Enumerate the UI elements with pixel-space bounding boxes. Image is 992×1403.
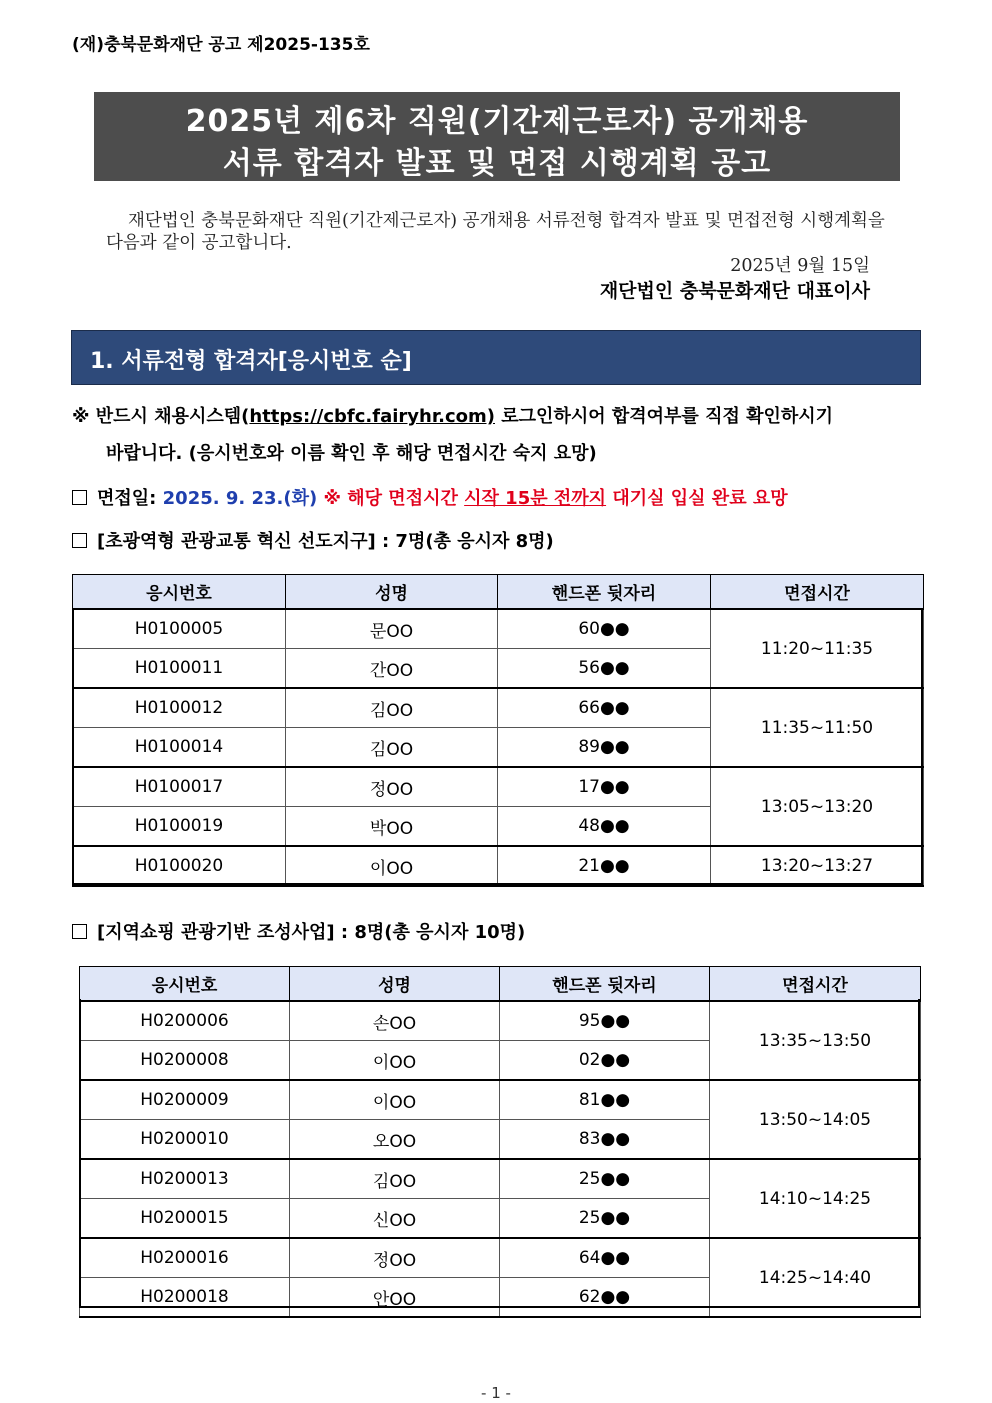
applicant-id: H0100014 [73, 728, 286, 768]
group2-title-text: [지역쇼핑 관광기반 조성사업] : 8명(총 응시자 10명) [97, 922, 526, 943]
interview-time: 11:20~11:35 [711, 609, 924, 688]
section-heading-text: 1. 서류전형 합격자[응시번호 순] [90, 349, 412, 374]
applicant-phone: 48●● [498, 807, 711, 847]
notice-number: (재)충북문화재단 공고 제2025-135호 [72, 35, 370, 55]
applicant-phone: 25●● [500, 1159, 710, 1199]
applicant-id: H0200008 [80, 1041, 290, 1081]
group1-table [72, 574, 924, 887]
applicant-name: 이OO [286, 846, 498, 886]
applicant-name: 정OO [286, 767, 498, 807]
notice-post: 로그인하시어 합격여부를 직접 확인하시기 [501, 406, 834, 427]
interview-time: 14:25~14:40 [710, 1238, 921, 1317]
applicant-phone: 64●● [500, 1238, 710, 1278]
checkbox-square-icon [72, 533, 87, 548]
applicant-name: 이OO [290, 1080, 500, 1120]
col-header-name: 성명 [290, 967, 500, 1002]
interview-time: 13:20~13:27 [711, 846, 924, 886]
applicant-id: H0100005 [73, 609, 286, 649]
intro-paragraph: 재단법인 충북문화재단 직원(기간제근로자) 공개채용 서류전형 합격자 발표 및 면접전형 시행계획을 다음과 같이 공고합니다. [106, 211, 885, 253]
table-header-row [80, 967, 921, 1002]
table-row [80, 1159, 921, 1199]
applicant-id: H0200015 [80, 1199, 290, 1239]
title-banner [94, 92, 900, 181]
applicant-phone: 17●● [498, 767, 711, 807]
applicant-id: H0200010 [80, 1120, 290, 1160]
group1-title [72, 527, 554, 553]
applicant-name: 손OO [290, 1001, 500, 1041]
table-row [73, 846, 924, 886]
notice-line-2: 바랍니다. (응시번호와 이름 확인 후 해당 면접시간 숙지 요망) [106, 443, 597, 464]
table-header-row [73, 575, 924, 610]
applicant-phone: 95●● [500, 1001, 710, 1041]
applicant-phone: 25●● [500, 1199, 710, 1239]
applicant-name: 박OO [286, 807, 498, 847]
title-line-1: 2025년 제6차 직원(기간제근로자) 공개채용 [185, 104, 809, 139]
interview-time: 13:35~13:50 [710, 1001, 921, 1080]
applicant-phone: 56●● [498, 649, 711, 689]
interview-label: 면접일: [97, 488, 157, 509]
applicant-name: 신OO [290, 1199, 500, 1239]
table-row [73, 688, 924, 728]
interview-time: 13:05~13:20 [711, 767, 924, 846]
col-header-id: 응시번호 [80, 967, 290, 1002]
table-row [80, 1001, 921, 1041]
applicant-id: H0200009 [80, 1080, 290, 1120]
section-heading [71, 330, 921, 385]
applicant-id: H0100011 [73, 649, 286, 689]
applicant-name: 이OO [290, 1041, 500, 1081]
col-header-time: 면접시간 [710, 967, 921, 1002]
applicant-name: 문OO [286, 609, 498, 649]
interview-time: 13:50~14:05 [710, 1080, 921, 1159]
applicant-id: H0200016 [80, 1238, 290, 1278]
group2-title [72, 918, 525, 944]
applicant-phone: 62●● [500, 1278, 710, 1318]
col-header-name: 성명 [286, 575, 498, 610]
signer: 재단법인 충북문화재단 대표이사 [599, 280, 870, 302]
applicant-name: 안OO [290, 1278, 500, 1318]
applicant-name: 김OO [286, 688, 498, 728]
interview-note-underlined: 시작 15분 전까지 [464, 488, 607, 509]
applicant-id: H0100017 [73, 767, 286, 807]
applicant-phone: 02●● [500, 1041, 710, 1081]
interview-date: 2025. 9. 23.(화) [162, 488, 318, 509]
table-row [73, 767, 924, 807]
col-header-phone: 핸드폰 뒷자리 [500, 967, 710, 1002]
interview-note-post: 대기실 입실 완료 요망 [606, 488, 788, 509]
table-row [80, 1238, 921, 1278]
title-line-2: 서류 합격자 발표 및 면접 시행계획 공고 [222, 146, 772, 181]
applicant-phone: 60●● [498, 609, 711, 649]
checkbox-square-icon [72, 490, 87, 505]
table-row [80, 1080, 921, 1120]
notice-pre: 반드시 채용시스템( [95, 406, 250, 427]
applicant-id: H0100019 [73, 807, 286, 847]
page-number: - 1 - [481, 1384, 511, 1402]
applicant-id: H0200013 [80, 1159, 290, 1199]
applicant-phone: 89●● [498, 728, 711, 768]
table-row [73, 609, 924, 649]
applicant-id: H0100012 [73, 688, 286, 728]
interview-note [324, 488, 788, 509]
notice-line-1 [72, 402, 833, 428]
applicant-phone: 66●● [498, 688, 711, 728]
applicant-name: 간OO [286, 649, 498, 689]
applicant-name: 김OO [290, 1159, 500, 1199]
interview-time: 14:10~14:25 [710, 1159, 921, 1238]
applicant-phone: 83●● [500, 1120, 710, 1160]
announcement-date: 2025년 9월 15일 [730, 256, 870, 276]
group1-title-text: [초광역형 관광교통 혁신 선도지구] : 7명(총 응시자 8명) [97, 531, 554, 552]
applicant-id: H0100020 [73, 846, 286, 886]
interview-time: 11:35~11:50 [711, 688, 924, 767]
col-header-id: 응시번호 [73, 575, 286, 610]
applicant-id: H0200006 [80, 1001, 290, 1041]
checkbox-square-icon [72, 924, 87, 939]
col-header-phone: 핸드폰 뒷자리 [498, 575, 711, 610]
notice-mark: ※ [72, 406, 90, 427]
applicant-phone: 81●● [500, 1080, 710, 1120]
applicant-id: H0200018 [80, 1278, 290, 1318]
applicant-name: 김OO [286, 728, 498, 768]
interview-date-line [72, 484, 788, 510]
interview-note-pre: ※ 해당 면접시간 [323, 488, 465, 509]
applicant-name: 오OO [290, 1120, 500, 1160]
group2-table [79, 966, 921, 1318]
recruit-system-link[interactable]: https://cbfc.fairyhr.com) [249, 406, 495, 427]
applicant-name: 정OO [290, 1238, 500, 1278]
col-header-time: 면접시간 [711, 575, 924, 610]
applicant-phone: 21●● [498, 846, 711, 886]
